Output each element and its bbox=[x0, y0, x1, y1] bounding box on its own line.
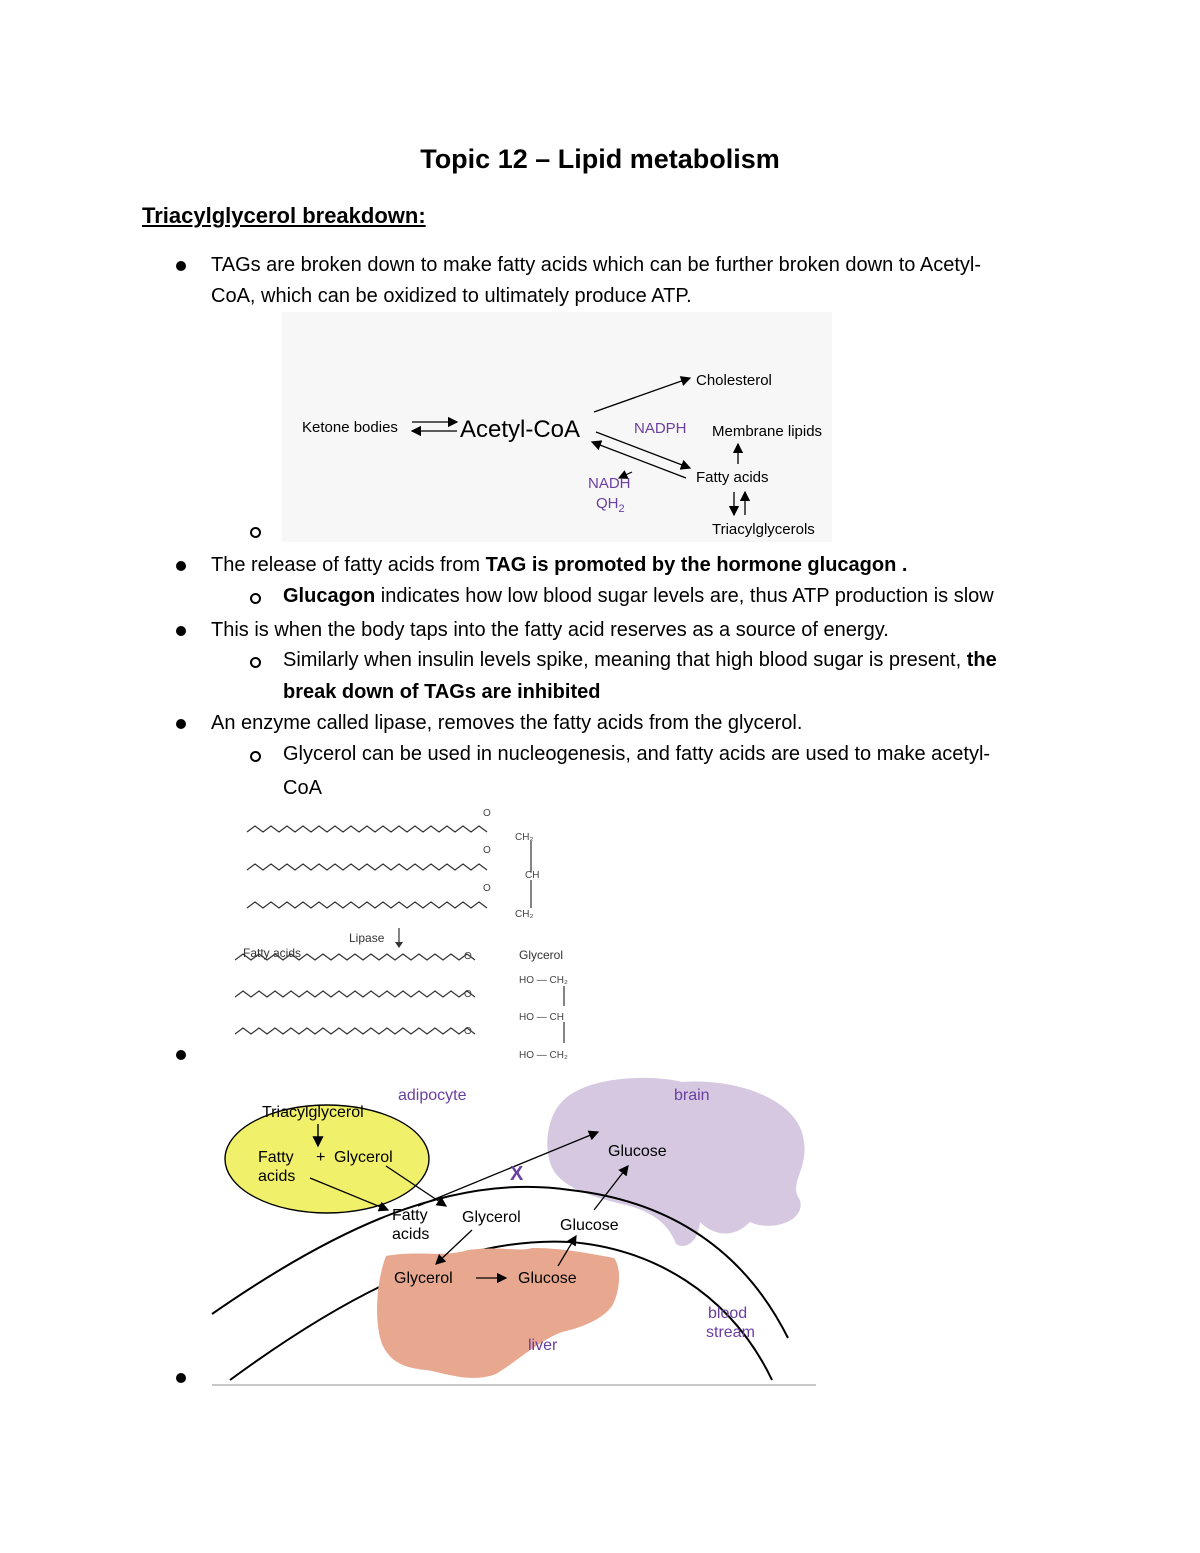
bullet-4-sub-line-2: CoA bbox=[283, 777, 322, 799]
triacylglycerols-label: Triacylglycerols bbox=[712, 521, 815, 538]
bullet-1-marker bbox=[176, 261, 186, 271]
acids-blood-label: acids bbox=[392, 1226, 430, 1243]
fatty-label: Fatty bbox=[258, 1149, 294, 1166]
lipase-label: Lipase bbox=[349, 931, 385, 945]
bullet-4-marker bbox=[176, 719, 186, 729]
o-label: O bbox=[464, 1026, 472, 1037]
stream-label: stream bbox=[706, 1324, 755, 1341]
lipase-hydrolysis-figure bbox=[235, 800, 585, 1072]
ch2-label: CH₂ bbox=[515, 909, 534, 920]
o-label: O bbox=[483, 808, 491, 819]
acetyl-coa-label: Acetyl-CoA bbox=[460, 416, 581, 443]
brain-label: brain bbox=[674, 1087, 710, 1104]
bullet-2-marker bbox=[176, 561, 186, 571]
bullet-5-marker bbox=[176, 1050, 186, 1060]
bullet-1-line-1: TAGs are broken down to make fatty acids which can be further broken down to Acetyl- bbox=[211, 254, 982, 276]
membrane-lipids-label: Membrane lipids bbox=[712, 423, 823, 440]
bullet-2-text: The release of fatty acids from TAG is promoted by the hormone glucagon . bbox=[211, 554, 908, 576]
bullet-1-line-2: CoA, which can be oxidized to ultimately produce ATP. bbox=[211, 285, 692, 307]
blood-label: blood bbox=[708, 1305, 748, 1322]
ho-ch-label: HO — CH bbox=[519, 1012, 564, 1023]
bullet-3-sub-line-2: break down of TAGs are inhibited bbox=[283, 681, 601, 703]
bullet-2-sub-marker bbox=[250, 593, 261, 604]
glucose-blood-label: Glucose bbox=[560, 1217, 619, 1234]
plus-label: + bbox=[316, 1149, 326, 1166]
glycerol-label: Glycerol bbox=[519, 948, 564, 962]
ch-label: CH bbox=[525, 870, 540, 881]
empty-sub-bullet-marker bbox=[250, 527, 261, 538]
figure-bottom-divider bbox=[212, 1384, 816, 1386]
bullet-4-sub-marker bbox=[250, 751, 261, 762]
tag-mobilization-figure bbox=[210, 1072, 820, 1392]
ch2-label: CH₂ bbox=[515, 832, 534, 843]
liver-shape bbox=[377, 1248, 619, 1378]
blocked-x-mark: X bbox=[510, 1163, 524, 1185]
glycerol-adipocyte-label: Glycerol bbox=[334, 1149, 393, 1166]
o-label: O bbox=[483, 845, 491, 856]
fatty-blood-label: Fatty bbox=[392, 1207, 428, 1224]
o-label: O bbox=[464, 951, 472, 962]
bullet-3-sub-marker bbox=[250, 657, 261, 668]
nadh-label: NADH bbox=[588, 475, 631, 492]
o-label: O bbox=[483, 883, 491, 894]
fatty-acids-label: Fatty acids bbox=[243, 946, 302, 960]
ketone-bodies-label: Ketone bodies bbox=[302, 419, 398, 436]
cholesterol-label: Cholesterol bbox=[696, 372, 772, 389]
adipocyte-label: adipocyte bbox=[398, 1087, 467, 1104]
bullet-3-marker bbox=[176, 626, 186, 636]
bullet-3-text: This is when the body taps into the fatty acid reserves as a source of energy. bbox=[211, 619, 889, 641]
ho-ch2-label: HO — CH₂ bbox=[519, 975, 568, 986]
bullet-4-sub-line-1: Glycerol can be used in nucleogenesis, and fatty acids are used to make acetyl- bbox=[283, 743, 991, 765]
liver-glucose-label: Glucose bbox=[518, 1270, 577, 1287]
page-title: Topic 12 – Lipid metabolism bbox=[420, 144, 780, 174]
bullet-3-sub-line-1: Similarly when insulin levels spike, meaning that high blood sugar is present, the bbox=[283, 649, 997, 671]
glucose-brain-label: Glucose bbox=[608, 1143, 667, 1160]
adipocyte-cell bbox=[225, 1105, 429, 1213]
qh2-label: $QH_2$ bbox=[596, 495, 625, 515]
ho-ch2-label: HO — CH₂ bbox=[519, 1050, 568, 1061]
liver-glycerol-label: Glycerol bbox=[394, 1270, 453, 1287]
acetyl-coa-pathway-figure bbox=[282, 312, 832, 542]
liver-label: liver bbox=[528, 1337, 558, 1354]
bullet-4-text: An enzyme called lipase, removes the fatty acids from the glycerol. bbox=[211, 712, 803, 734]
section-heading: Triacylglycerol breakdown: bbox=[142, 203, 426, 228]
o-label: O bbox=[464, 989, 472, 1000]
bullet-2-sub-text: Glucagon indicates how low blood sugar levels are, thus ATP production is slow bbox=[283, 585, 994, 607]
triacylglycerol-label: Triacylglycerol bbox=[262, 1104, 364, 1121]
bullet-6-marker bbox=[176, 1373, 186, 1383]
acids-label: acids bbox=[258, 1168, 296, 1185]
nadph-label: NADPH bbox=[634, 420, 687, 437]
fatty-acids-label: Fatty acids bbox=[696, 469, 769, 486]
glycerol-blood-label: Glycerol bbox=[462, 1209, 521, 1226]
